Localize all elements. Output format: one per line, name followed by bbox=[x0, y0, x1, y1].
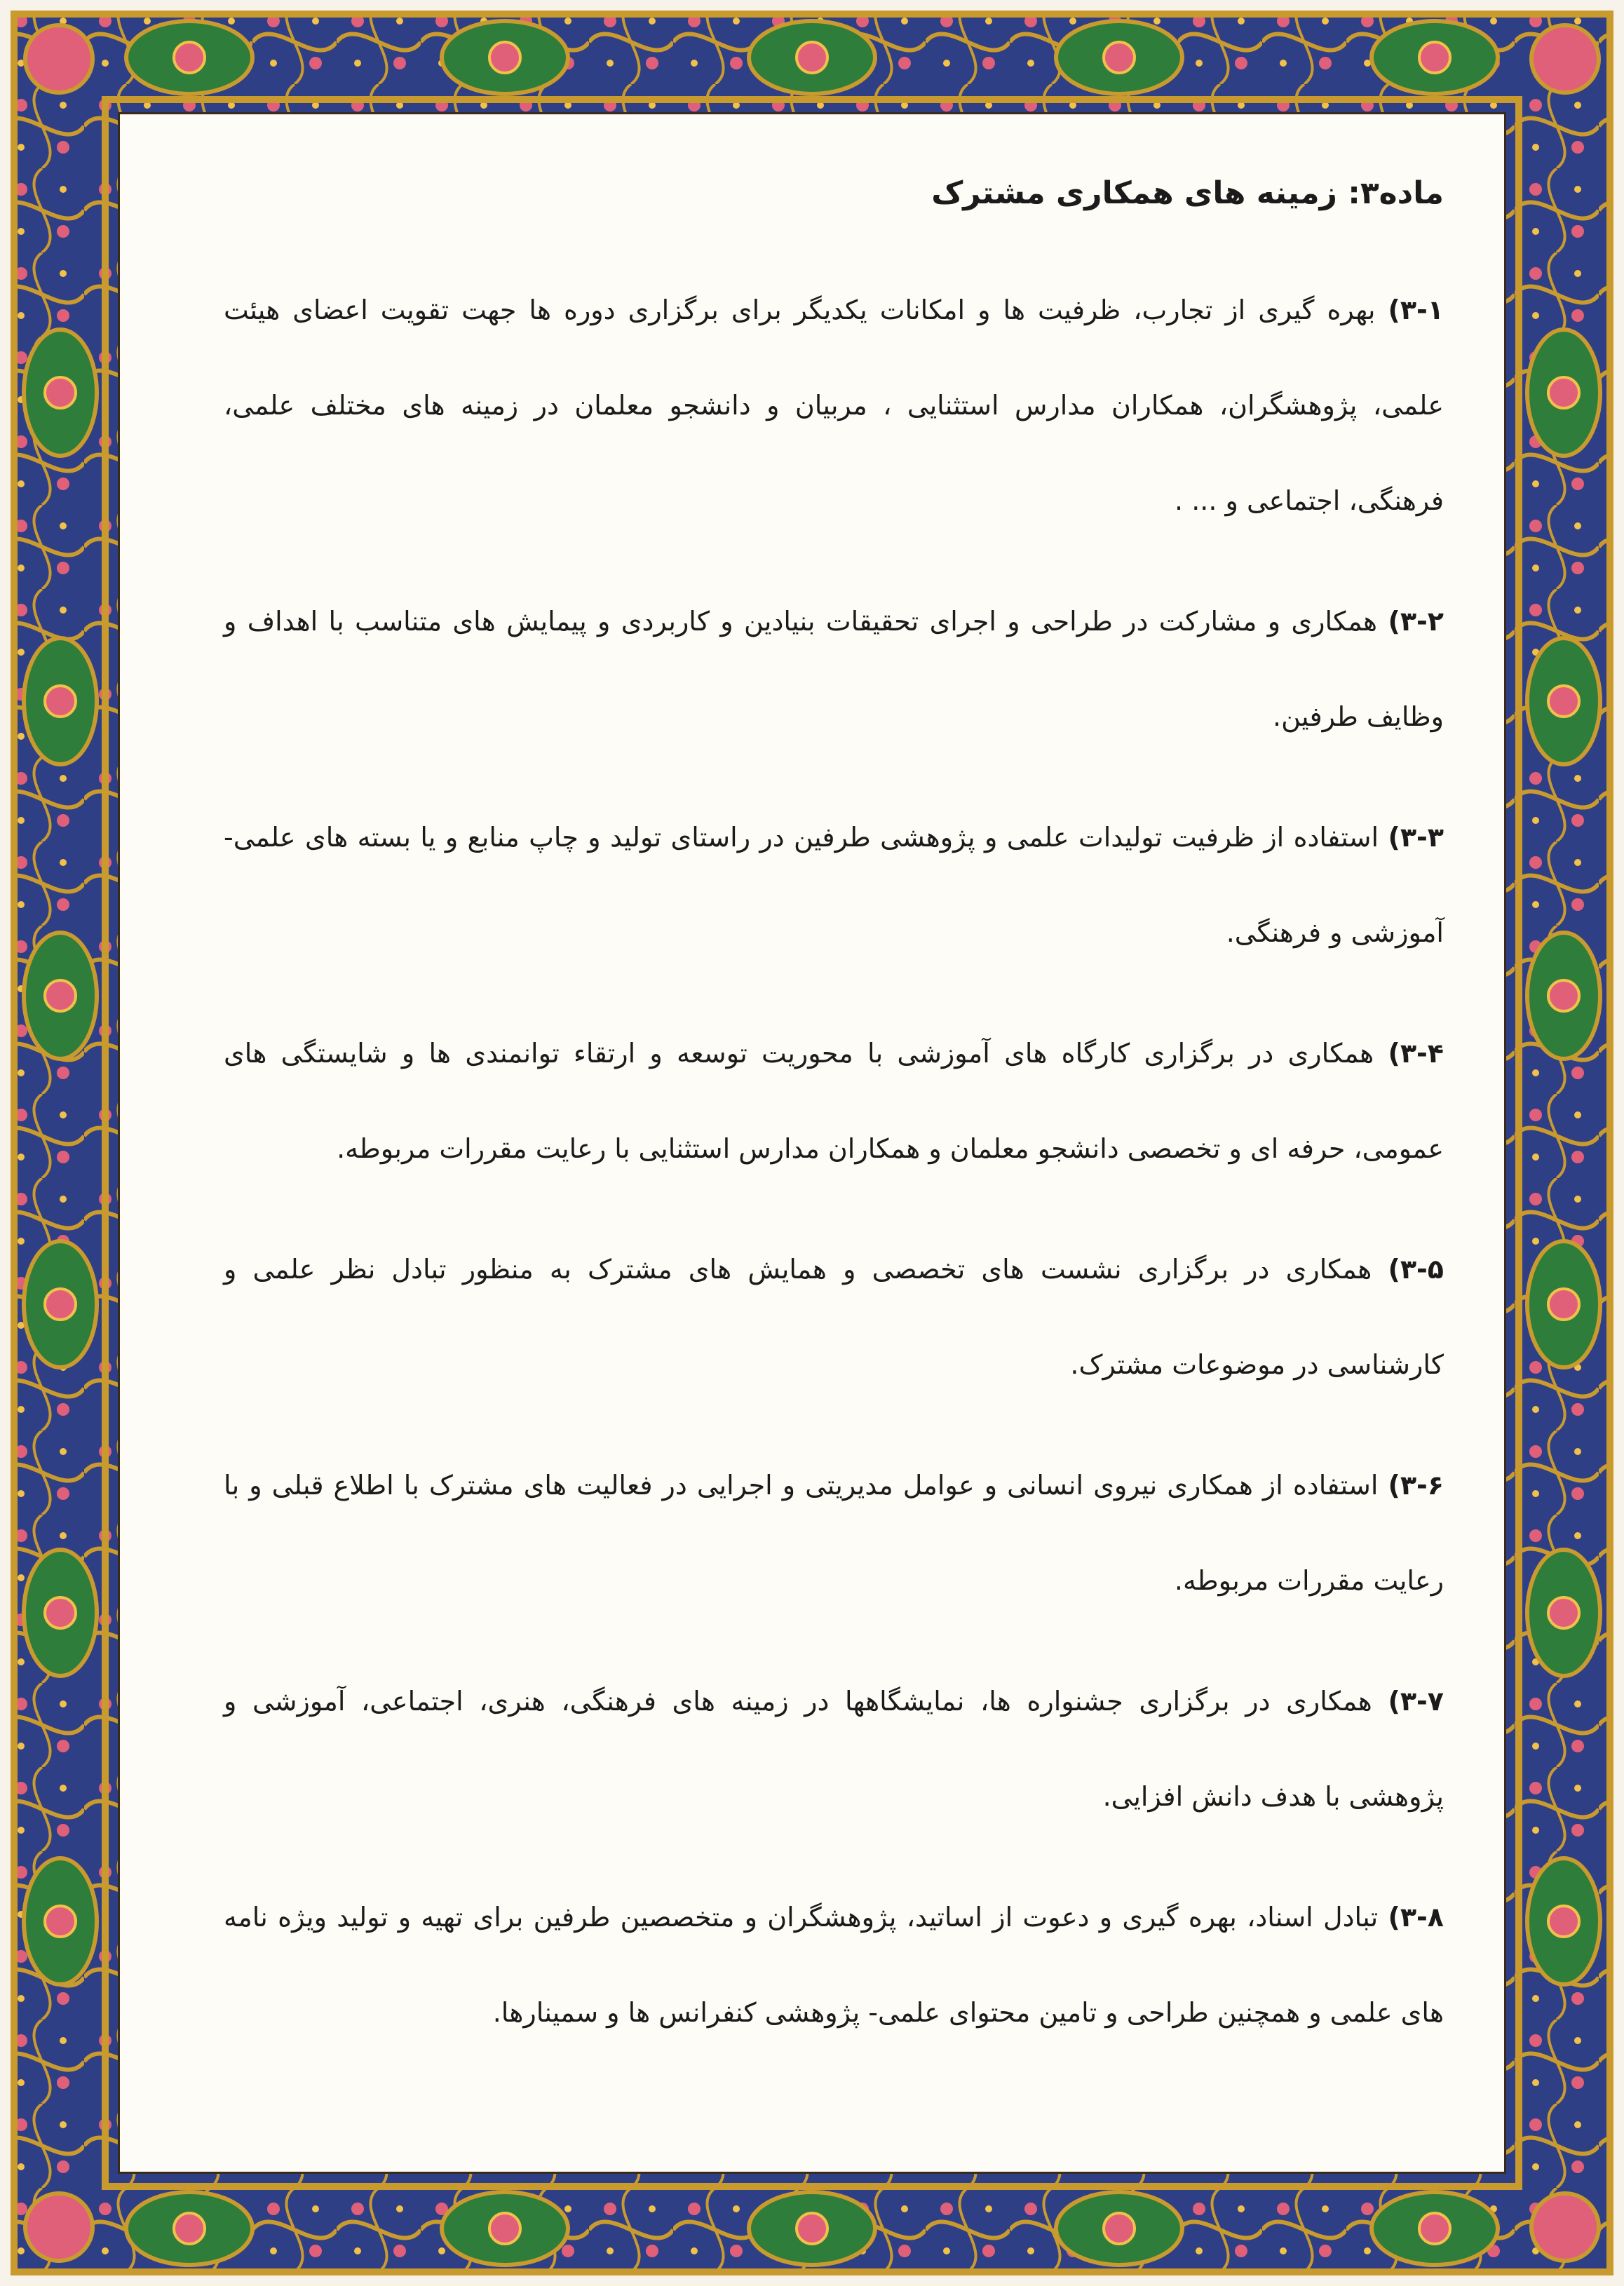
article-title: ماده۳: زمینه های همکاری مشترک bbox=[931, 175, 1444, 211]
clause-number: ۳-۱) bbox=[1388, 295, 1444, 326]
clause-number: ۳-۷) bbox=[1388, 1686, 1444, 1717]
clause-text: همکاری در برگزاری کارگاه های آموزشی با محوریت توسعه و ارتقاء توانمندی ها و شایستگی های عمومی، حرفه ای و تخصصی دانشجو معلمان و همکاران مدارس استثنایی با رعایت مقررات مربوطه. bbox=[224, 1038, 1444, 1165]
clause-number: ۳-۸) bbox=[1388, 1902, 1444, 1933]
clause-3-1 bbox=[224, 262, 1444, 548]
clause-text: همکاری و مشارکت در طراحی و اجرای تحقیقات بنیادین و کاربردی و پیمایش های متناسب با اهداف و وظایف طرفین. bbox=[224, 606, 1444, 733]
clause-3-5 bbox=[224, 1222, 1444, 1412]
clause-3-6 bbox=[224, 1438, 1444, 1628]
clause-text: استفاده از همکاری نیروی انسانی و عوامل مدیریتی و اجرایی در فعالیت های مشترک با اطلاع قبلی و با رعایت مقررات مربوطه. bbox=[224, 1470, 1444, 1597]
clause-3-4 bbox=[224, 1006, 1444, 1196]
clause-3-3 bbox=[224, 790, 1444, 980]
clause-number: ۳-۶) bbox=[1388, 1470, 1444, 1501]
clause-number: ۳-۵) bbox=[1388, 1254, 1444, 1285]
text-panel bbox=[118, 112, 1506, 2174]
clause-number: ۳-۳) bbox=[1388, 822, 1444, 853]
clause-3-7 bbox=[224, 1653, 1444, 1844]
clause-text: بهره گیری از تجارب، ظرفیت ها و امکانات یکدیگر برای برگزاری دوره ها جهت تقویت اعضای هیئت علمی، پژوهشگران، همکاران مدارس استثنایی ، مربیان و دانشجو معلمان در زمینه های مختلف علمی، فرهنگی، اجتماعی و ... . bbox=[224, 295, 1444, 517]
clause-text: همکاری در برگزاری نشست های تخصصی و همایش های مشترک به منظور تبادل نظر علمی و کارشناسی در موضوعات مشترک. bbox=[224, 1254, 1444, 1381]
clause-number: ۳-۲) bbox=[1388, 606, 1444, 637]
clause-number: ۳-۴) bbox=[1388, 1038, 1444, 1069]
document-body bbox=[224, 159, 1444, 2085]
clause-3-8 bbox=[224, 1869, 1444, 2060]
clause-text: تبادل اسناد، بهره گیری و دعوت از اساتید، پژوهشگران و متخصصین طرفین برای تهیه و تولید ویژه نامه های علمی و همچنین طراحی و تامین محتوای علمی- پژوهشی کنفرانس ها و سمینارها. bbox=[224, 1902, 1444, 2029]
clause-text: همکاری در برگزاری جشنواره ها، نمایشگاهها در زمینه های فرهنگی، هنری، اجتماعی، آموزشی و پژوهشی با هدف دانش افزایی. bbox=[224, 1686, 1444, 1813]
clause-text: استفاده از ظرفیت تولیدات علمی و پژوهشی طرفین در راستای تولید و چاپ منابع و یا بسته های علمی-آموزشی و فرهنگی. bbox=[224, 822, 1444, 949]
clause-3-2 bbox=[224, 574, 1444, 764]
